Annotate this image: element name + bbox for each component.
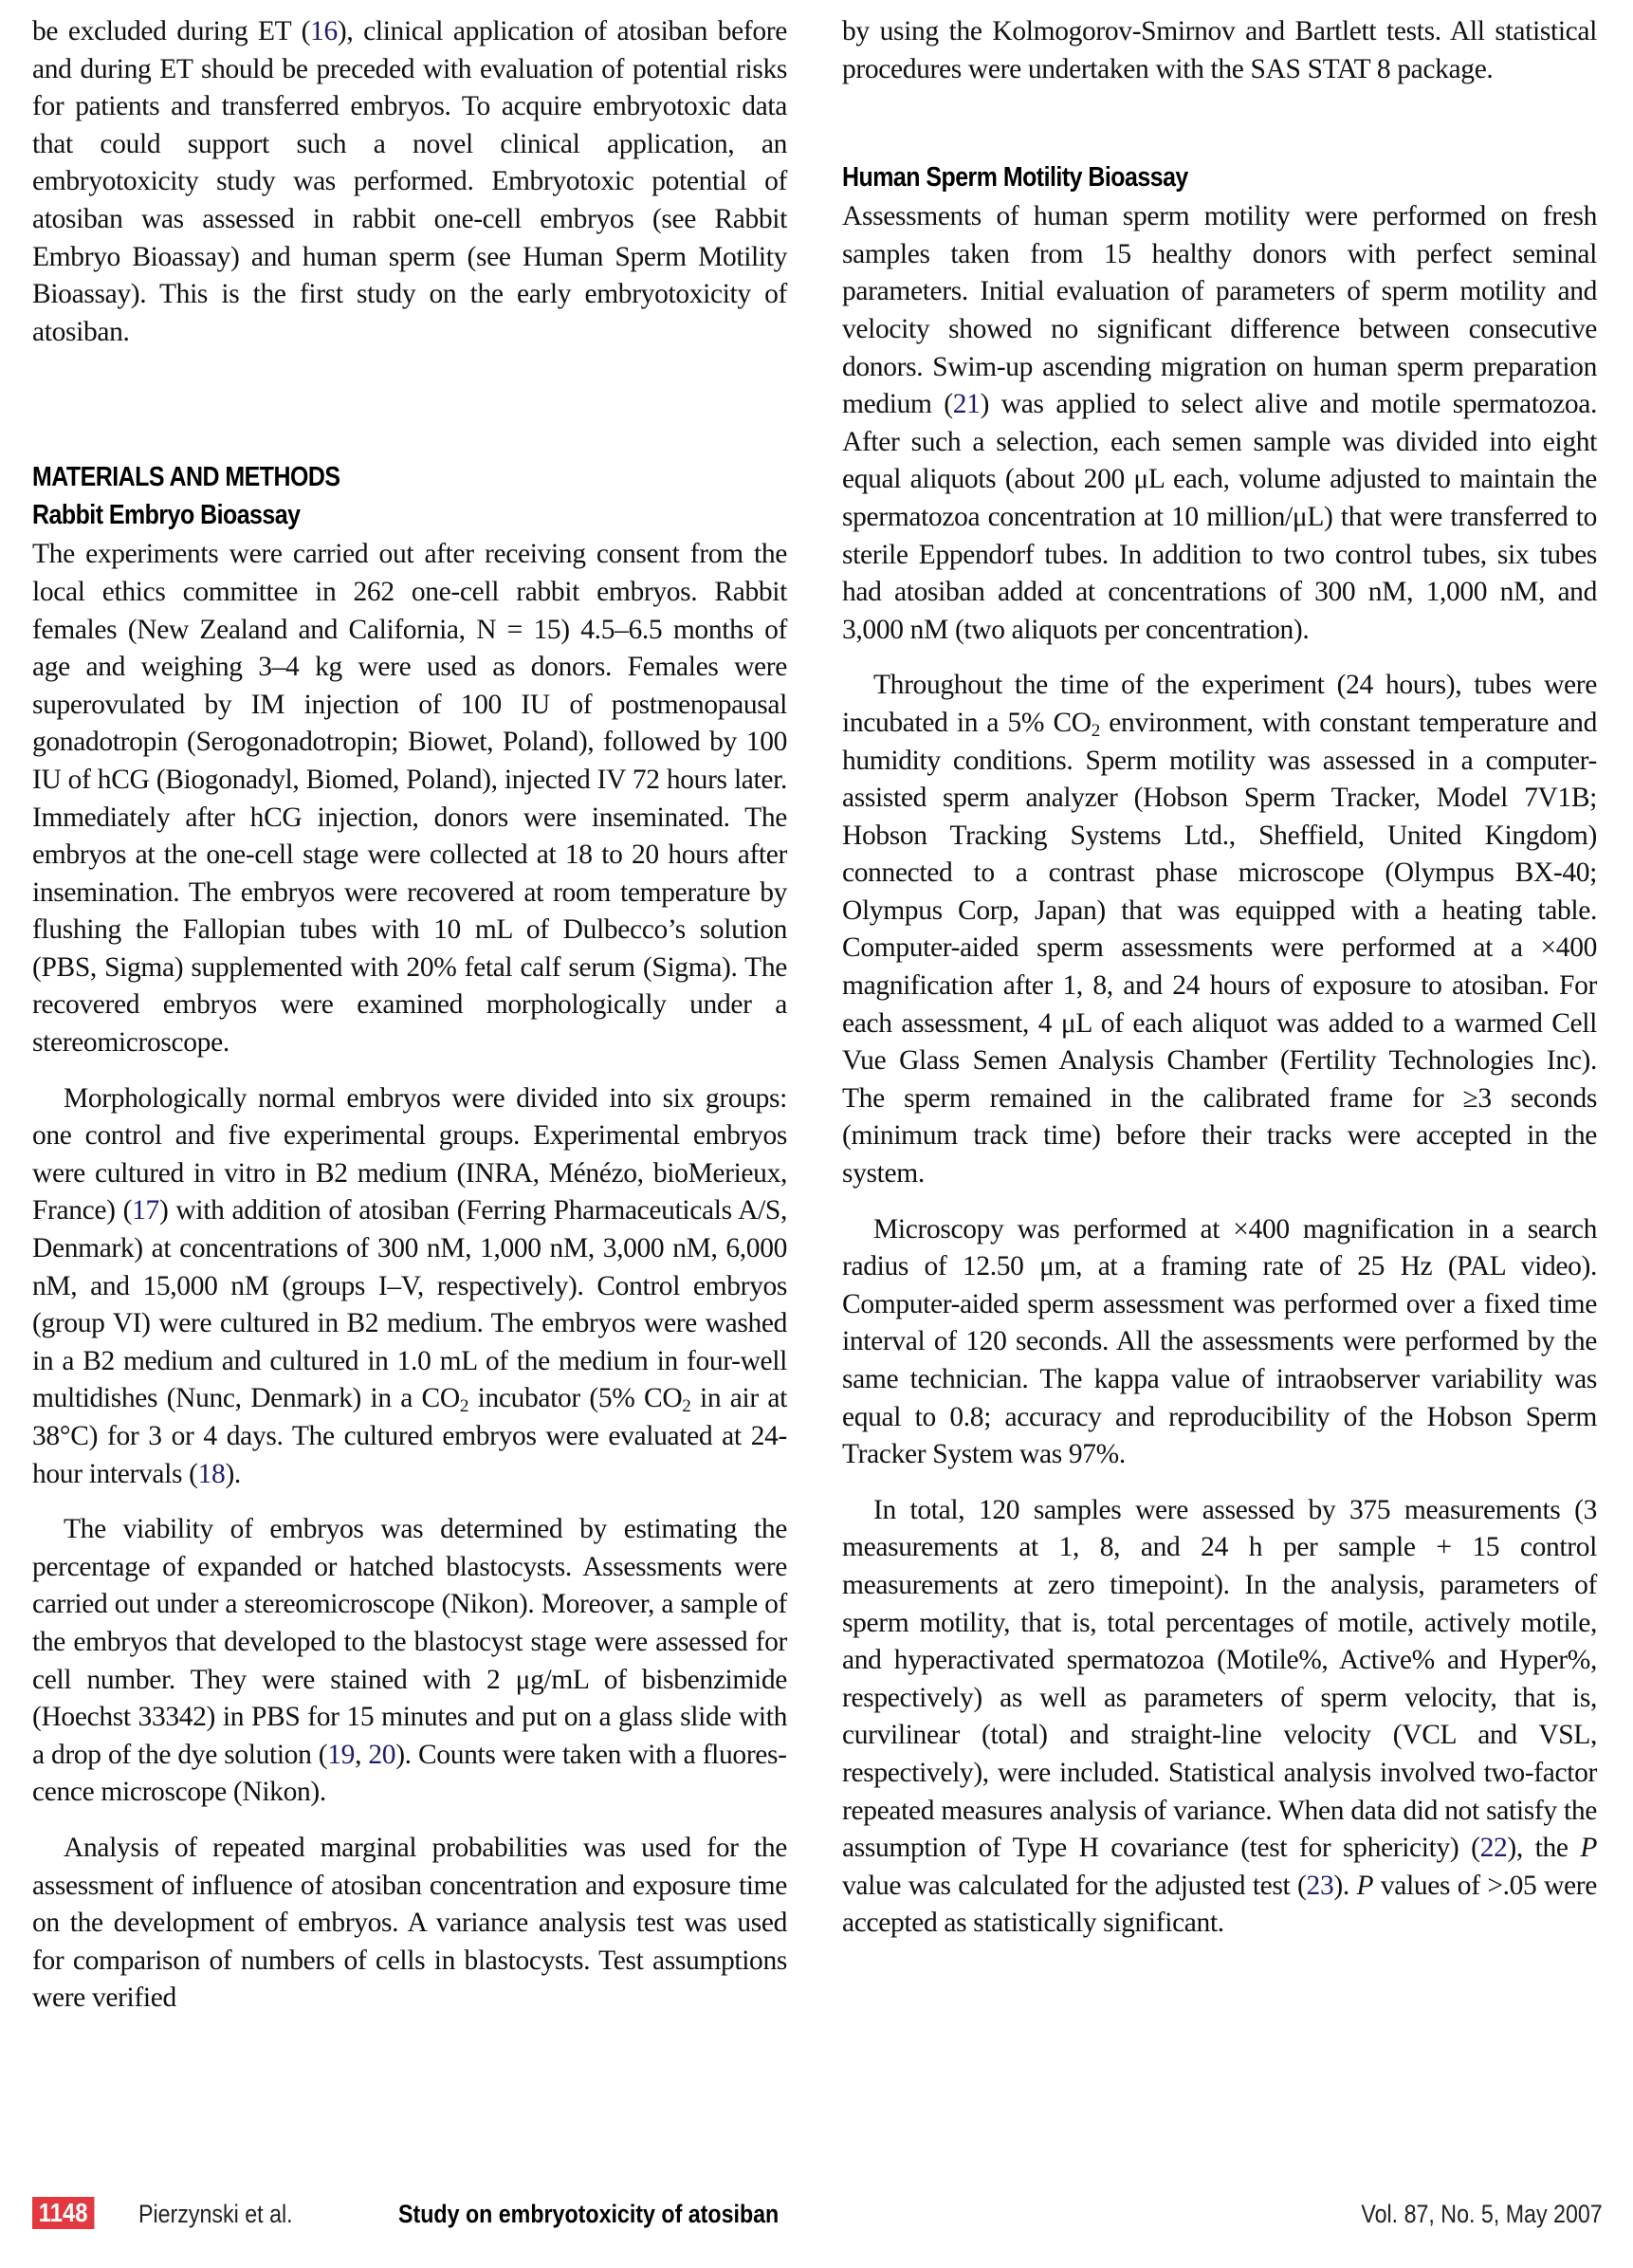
citation-link[interactable]: 23: [1306, 1870, 1334, 1901]
section-heading-materials-methods: MATERIALS AND METHODS: [32, 462, 340, 493]
citation-link[interactable]: 21: [952, 389, 981, 420]
page-number-badge: 1148: [32, 2197, 94, 2229]
paragraph: In total, 120 samples were assessed by 375 measurements (3 measurements at 1, 8, and 24 h per sample + 15 control measurements at zero timepoint). In the analysis, parameters of sperm motility, that is, total percentages of motile, actively motile, and hyperactivated spermatozoa (Motile%, Active% and Hyper%, respectively) as well as parameters of sperm velocity, that is, curvilinear (total) and straight-line velocity (VCL and VSL, respectively), were included. Statistical analysis involved two-factor repeated measures analysis of variance. When data did not satisfy the assumption of Type H covariance (test for sphericity) (22), the P value was calculated for the adjusted test (23). P values of >.05 were accepted as statistically significant.: [842, 1494, 1598, 1939]
subsection-heading-human-sperm: Human Sperm Motility Bioassay: [842, 162, 1188, 194]
paragraph: Morphologically normal embryos were divided into six groups: one control and five experimental groups. Experimental embryos were cultured in vitro in B2 medium (INRA, Ménézo, bioMerieux, France) (17) with addition of atosiban (Ferring Pharmaceuticals A/S, Denmark) at concentrations of 300 nM, 1,000 nM, 3,000 nM, 6,000 nM, and 15,000 nM (groups I–V, respectively). Control embryos (group VI) were cultured in B2 medium. The embryos were washed in a B2 medium and cultured in 1.0 mL of the medium in four-well multidishes (Nunc, Denmark) in a $CO_2$ incubator (5% $CO_2$ in air at 38°C) for 3 or 4 days. The cultured embryos were evaluated at 24-hour intervals (18).: [32, 1082, 787, 1489]
citation-link[interactable]: 19: [327, 1739, 356, 1770]
citation-link[interactable]: 18: [197, 1458, 226, 1489]
paragraph: by using the Kolmogorov-Smirnov and Bartlett tests. All statistical procedures were undertaken with the SAS STAT 8 package.: [842, 16, 1597, 84]
paragraph: Microscopy was performed at ×400 magnification in a search radius of 12.50 μm, at a framing rate of 25 Hz (PAL video). Computer-aided sperm assessment was performed over a fixed time interval of 120 seconds. All the assessments were performed by the same technician. The kappa value of intraobserver variability was equal to 0.8; accuracy and reproducibility of the Hobson Sperm Tracker System was 97%.: [842, 1213, 1597, 1470]
paragraph: The viability of embryos was determined by estimating the percentage of expanded or hatched blastocysts. Assessments were carried out under a stereomicroscope (Nikon). Moreover, a sample of the embryos that developed to the blastocyst stage were assessed for cell number. They were stained with 2 μg/mL of bisbenzimide (Hoechst 33342) in PBS for 15 minutes and put on a glass slide with a drop of the dye solution (19, 20). Counts were taken with a fluorescence microscope (Nikon).: [32, 1514, 787, 1808]
left-column: [32, 13, 787, 2018]
intro-paragraph: be excluded during ET (16), clinical application of atosiban before and during ET should be preceded with evaluation of potential risks for patients and transferred embryos. To acquire embryotoxic data that could support such a novel clinical application, an embryotoxicity study was performed. Embryotoxic potential of atosiban was assessed in rabbit one-cell embryos (see Rabbit Embryo Bioassay) and human sperm (see Human Sperm Motility Bioassay). This is the first study on the early embryotoxicity of atosiban.: [32, 16, 787, 347]
paragraph: Throughout the time of the experiment (24 hours), tubes were incubated in a 5% $CO_2$ environment, with constant temperature and humidity conditions. Sperm motility was assessed in a computer-assisted sperm analyzer (Hobson Sperm Tracker, Model 7V1B; Hobson Tracking Systems Ltd., Sheffield, United Kingdom) connected to a contrast phase microscope (Olympus BX-40; Olympus Corp, Japan) that was equipped with a heating table. Computer-aided sperm assessments were performed at a ×400 magnification after 1, 8, and 24 hours of exposure to atosiban. For each assessment, 4 μL of each aliquot was added to a warmed Cell Vue Glass Semen Analysis Chamber (Fertility Technologies Inc). The sperm remained in the calibrated frame for ≥3 seconds (minimum track time) before their tracks were accepted in the system.: [842, 670, 1597, 1189]
citation-link[interactable]: 20: [368, 1739, 396, 1770]
subsection-heading-rabbit-embryo: Rabbit Embryo Bioassay: [32, 500, 301, 531]
right-column: [842, 13, 1597, 1943]
citation-link[interactable]: 16: [310, 16, 338, 46]
citation-link[interactable]: 17: [132, 1195, 159, 1226]
paragraph: Assessments of human sperm motility were performed on fresh samples taken from 15 healthy donors with perfect seminal parameters. Initial evaluation of parameters of sperm motility and velocity showed no significant difference between consecutive donors. Swim-up ascending migration on human sperm preparation medium (21) was applied to select alive and motile spermatozoa. After such a selection, each semen sample was divided into eight equal aliquots (about 200 μL each, volume adjusted to maintain the spermatozoa concentration at 10 million/μL) that were transferred to sterile Eppendorf tubes. In addition to two control tubes, six tubes had atosiban added at concentrations of 300 nM, 1,000 nM, and 3,000 nM (two aliquots per concentration).: [842, 201, 1597, 645]
citation-link[interactable]: 22: [1479, 1833, 1508, 1864]
paragraph: The experiments were carried out after receiving consent from the local ethics committee in 262 one-cell rabbit embryos. Rabbit females (New Zealand and California, N = 15) 4.5–6.5 months of age and weighing 3–4 kg were used as donors. Females were superovulated by IM injection of 100 IU of postmenopausal gonadotropin (Serogonadotropin; Biowet, Poland), followed by 100 IU of hCG (Biogonadyl, Biomed, Poland), injected IV 72 hours later. Immediately after hCG injection, donors were inseminated. The embryos at the one-cell stage were collected at 18 to 20 hours after insemination. The embryos were recovered at room temperature by flushing the Fallopian tubes with 10 mL of Dulbecco’s solution (PBS, Sigma) supplemented with 20% fetal calf serum (Sigma). The recovered embryos were examined morphologically under a stereomicroscope.: [32, 539, 787, 1059]
paragraph: Analysis of repeated marginal probabilities was used for the assessment of influence of atosiban concentration and exposure time on the development of embryos. A variance analysis test was used for comparison of numbers of cells in blastocysts. Test assumptions were verified: [32, 1832, 787, 2014]
page-footer: [32, 2197, 1603, 2231]
journal-volume: Vol. 87, No. 5, May 2007: [1361, 2200, 1603, 2228]
running-title: Study on embryotoxicity of atosiban: [398, 2200, 780, 2228]
running-authors: Pierzynski et al.: [138, 2200, 293, 2228]
